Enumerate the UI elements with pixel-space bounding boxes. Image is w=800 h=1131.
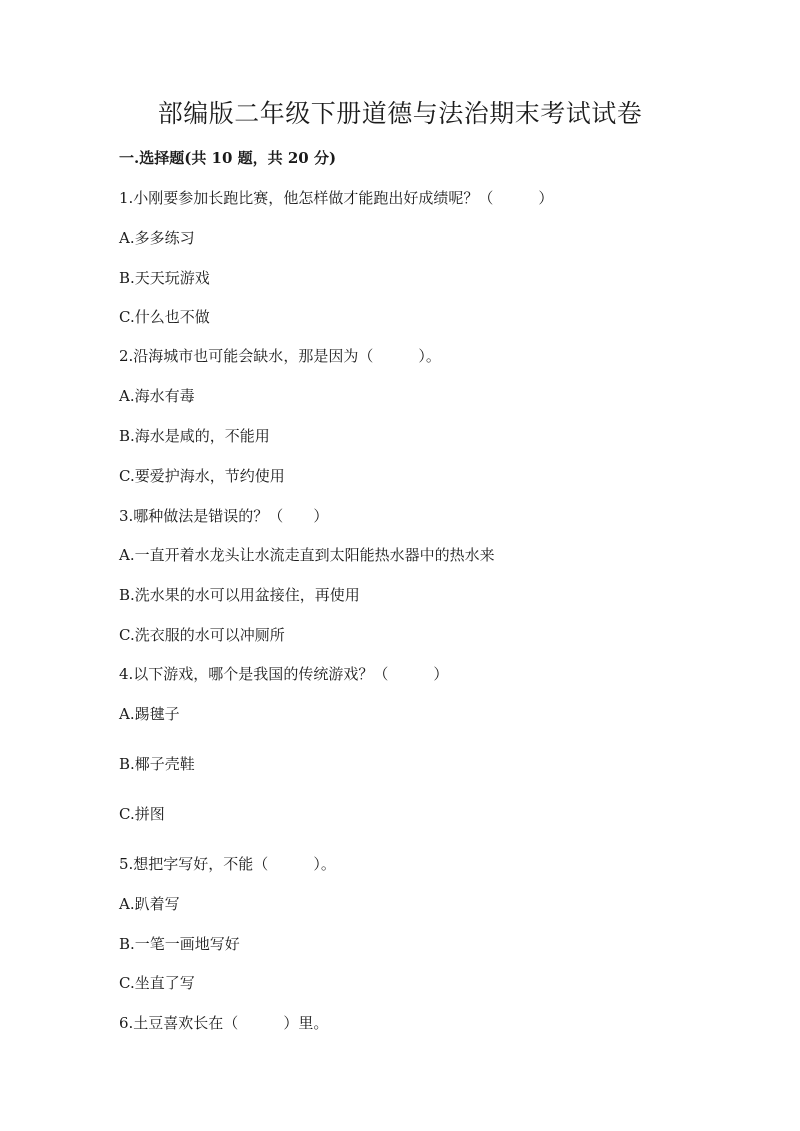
question-5-stem: 5.想把字写好，不能（ ）。 bbox=[119, 855, 336, 873]
question-2-option-b: B.海水是咸的，不能用 bbox=[119, 427, 270, 445]
question-6-stem: 6.土豆喜欢长在（ ）里。 bbox=[119, 1014, 329, 1032]
question-5-option-b: B.一笔一画地写好 bbox=[119, 935, 240, 953]
question-4-option-c: C.拼图 bbox=[119, 805, 165, 823]
question-4-option-b: B.椰子壳鞋 bbox=[119, 755, 195, 773]
exam-title: 部编版二年级下册道德与法治期末考试试卷 bbox=[157, 99, 643, 128]
question-1-option-c: C.什么也不做 bbox=[119, 308, 210, 326]
question-1-option-a: A.多多练习 bbox=[119, 229, 195, 247]
question-1-stem: 1.小刚要参加长跑比赛，他怎样做才能跑出好成绩呢？（ ） bbox=[119, 189, 554, 207]
question-3-option-b: B.洗水果的水可以用盆接住，再使用 bbox=[119, 586, 360, 604]
question-3-option-a: A.一直开着水龙头让水流走直到太阳能热水器中的热水来 bbox=[119, 546, 495, 564]
question-5-option-c: C.坐直了写 bbox=[119, 974, 195, 992]
question-2-option-a: A.海水有毒 bbox=[119, 387, 195, 405]
question-4-option-a: A.踢毽子 bbox=[119, 705, 180, 723]
question-3-stem: 3.哪种做法是错误的？（ ） bbox=[119, 507, 329, 525]
question-4-stem: 4.以下游戏，哪个是我国的传统游戏？（ ） bbox=[119, 665, 449, 683]
question-2-stem: 2.沿海城市也可能会缺水，那是因为（ ）。 bbox=[119, 347, 441, 365]
question-3-option-c: C.洗衣服的水可以冲厕所 bbox=[119, 626, 285, 644]
question-5-option-a: A.趴着写 bbox=[119, 895, 180, 913]
question-1-option-b: B.天天玩游戏 bbox=[119, 269, 210, 287]
question-2-option-c: C.要爱护海水，节约使用 bbox=[119, 467, 285, 485]
section-heading: 一.选择题(共 10 题，共 20 分) bbox=[119, 149, 337, 167]
